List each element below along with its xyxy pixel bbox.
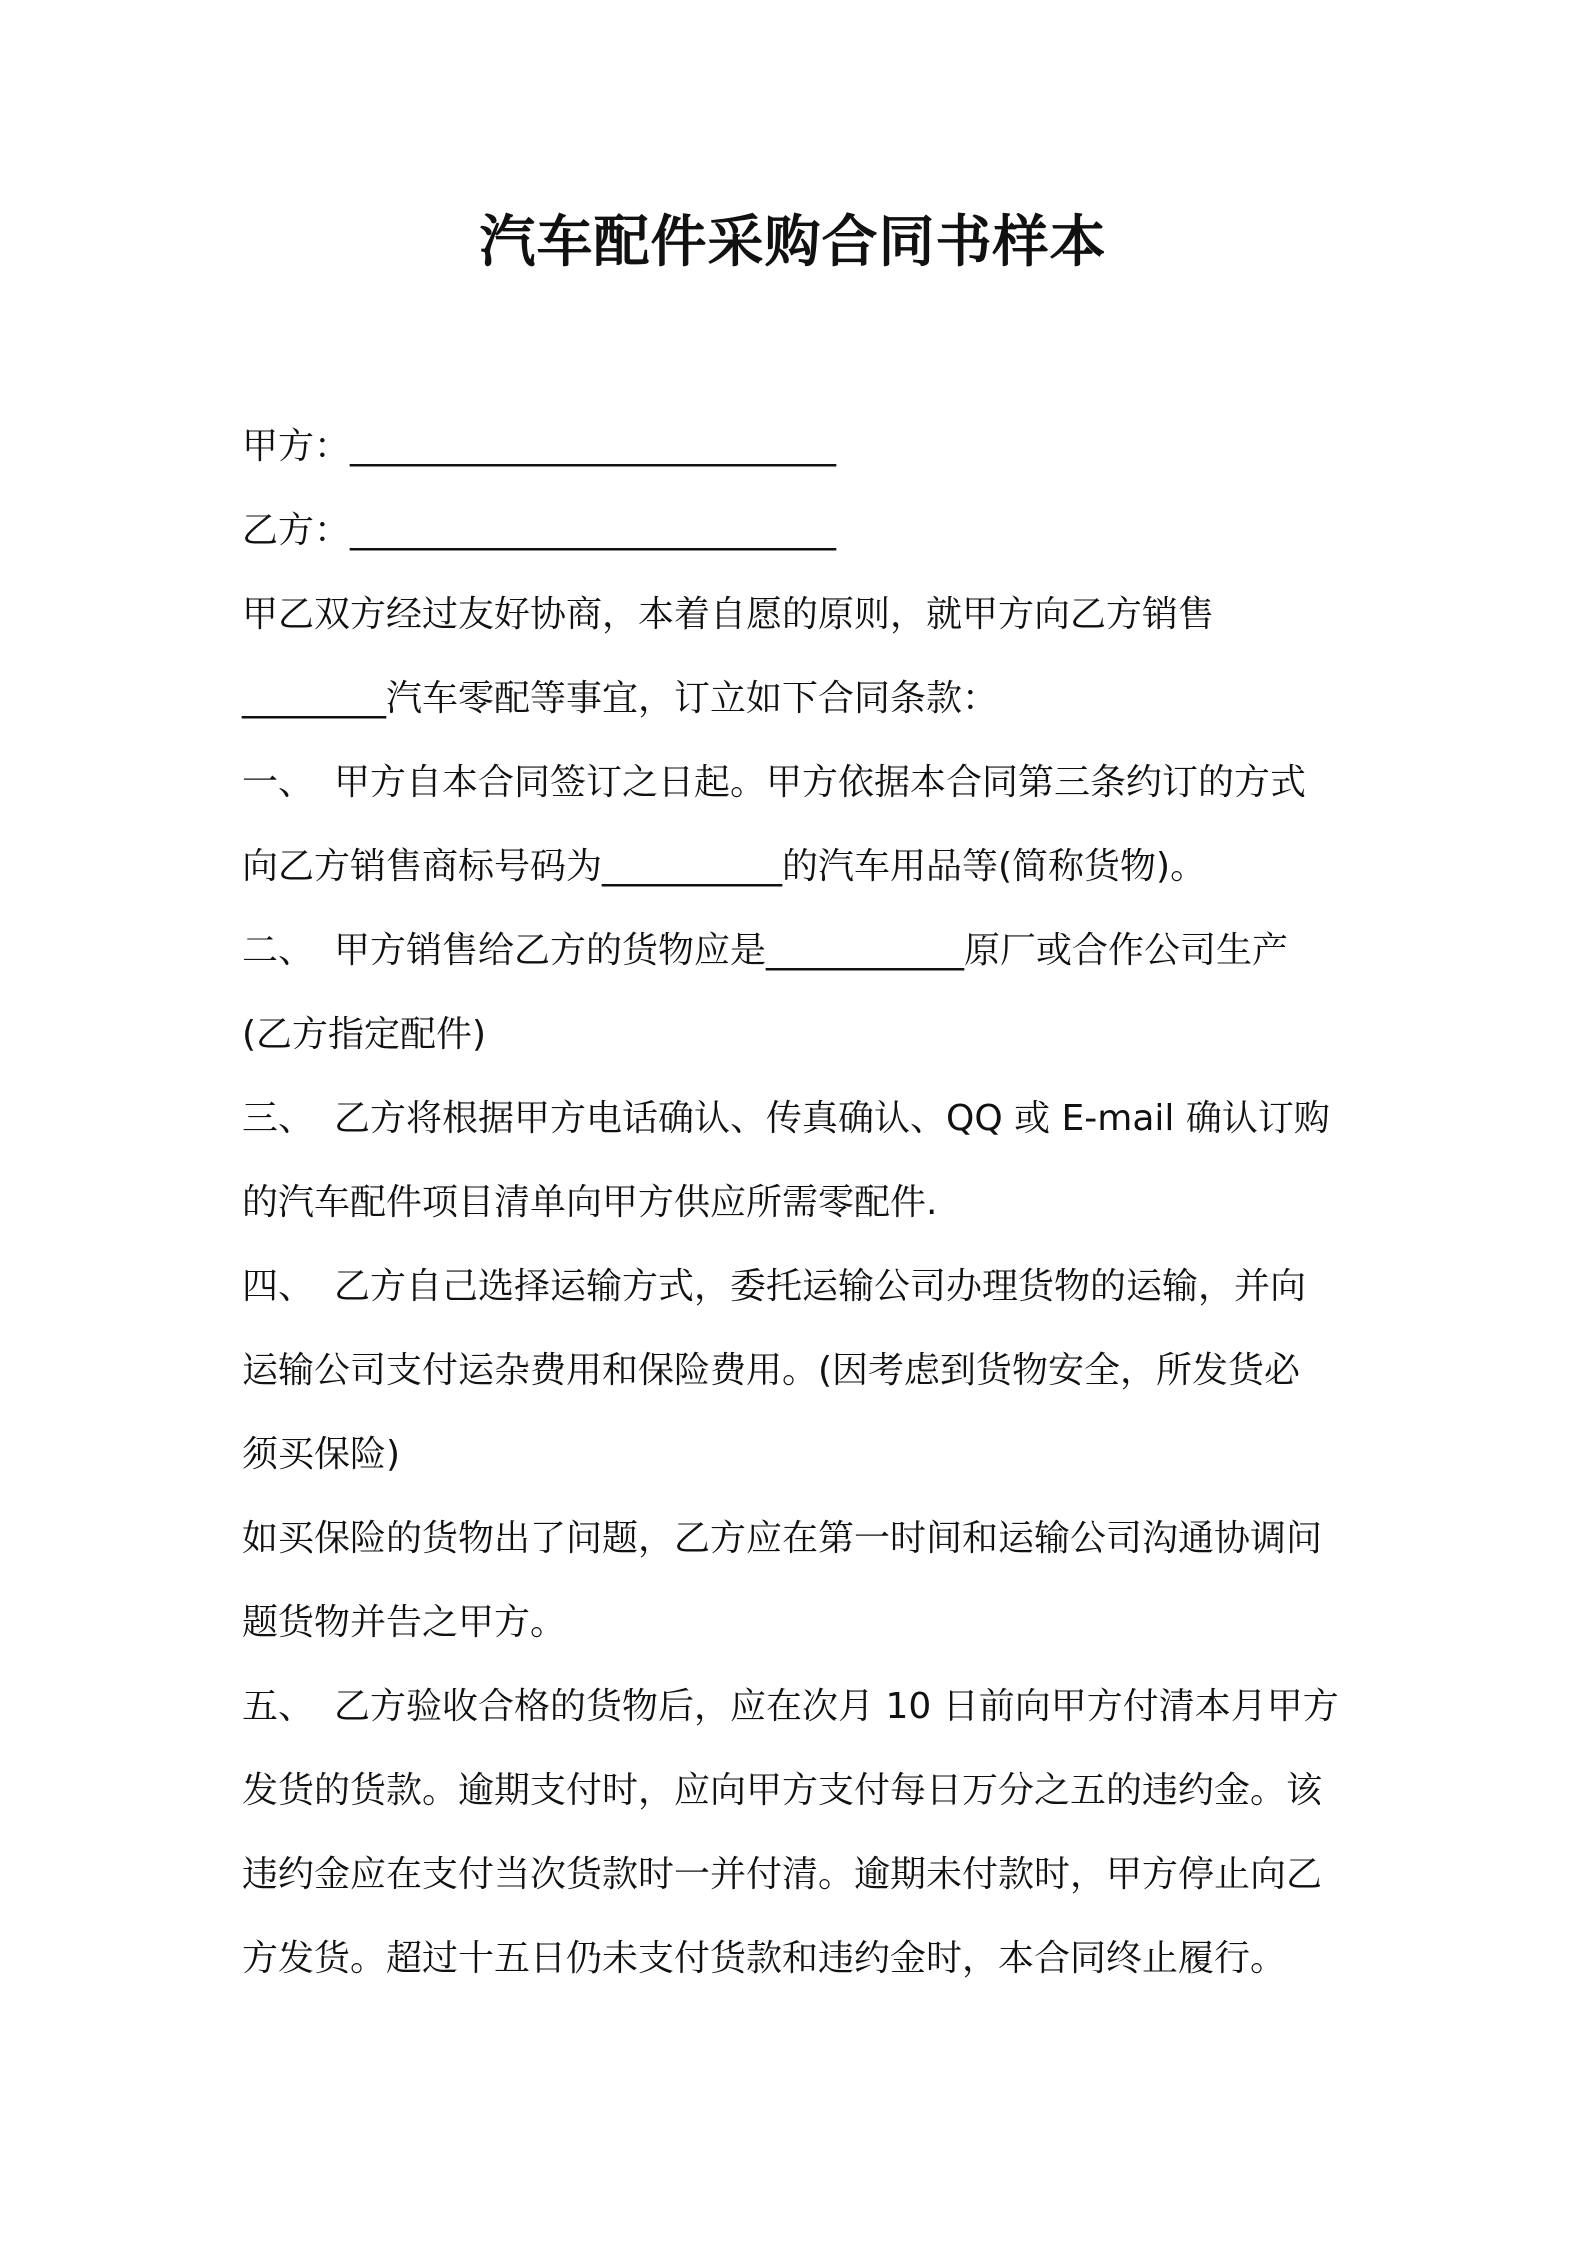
clause-1-line-1 bbox=[242, 741, 1362, 825]
clause-3-line-2: 的汽车配件项目清单向甲方供应所需零配件. bbox=[242, 1182, 938, 1223]
clause-1-number: 一、 bbox=[242, 762, 315, 803]
clause-4-line-1 bbox=[242, 1245, 1362, 1329]
clause-5-line-4: 方发货。超过十五日仍未支付货款和违约金时，本合同终止履行。 bbox=[242, 1938, 1287, 1979]
document-body bbox=[242, 405, 1362, 2001]
clause-4-number: 四、 bbox=[242, 1266, 315, 1307]
clause-5-text: 乙方验收合格的货物后，应在次月 10 日前向甲方付清本月甲方 bbox=[334, 1686, 1339, 1727]
clause-4-line-2: 运输公司支付运杂费用和保险费用。(因考虑到货物安全，所发货必 bbox=[242, 1350, 1301, 1391]
clause-3-text: 乙方将根据甲方电话确认、传真确认、QQ 或 E-mail 确认订购 bbox=[334, 1098, 1330, 1139]
clause-5-number: 五、 bbox=[242, 1686, 315, 1727]
party-b-line: 乙方：___________________________ bbox=[242, 510, 837, 551]
clause-3-number: 三、 bbox=[242, 1098, 315, 1139]
clause-5-line-3: 违约金应在支付当次货款时一并付清。逾期未付款时，甲方停止向乙 bbox=[242, 1854, 1323, 1895]
document-title: 汽车配件采购合同书样本 bbox=[479, 210, 1107, 275]
intro-line-2: ________汽车零配等事宜，订立如下合同条款： bbox=[242, 678, 999, 719]
clause-4-note-line-2: 题货物并告之甲方。 bbox=[242, 1602, 567, 1643]
clause-5-line-2: 发货的货款。逾期支付时，应向甲方支付每日万分之五的违约金。该 bbox=[242, 1770, 1323, 1811]
clause-2-text: 甲方销售给乙方的货物应是___________原厂或合作公司生产 bbox=[334, 930, 1289, 971]
clause-2-number: 二、 bbox=[242, 930, 315, 971]
clause-3-line-1 bbox=[242, 1077, 1362, 1161]
intro-line-1: 甲乙双方经过友好协商，本着自愿的原则，就甲方向乙方销售 bbox=[242, 594, 1215, 635]
clause-1-text: 甲方自本合同签订之日起。甲方依据本合同第三条约订的方式 bbox=[334, 762, 1307, 803]
clause-2-line-1 bbox=[242, 909, 1362, 993]
clause-4-line-3: 须买保险) bbox=[242, 1434, 401, 1475]
clause-4-text: 乙方自己选择运输方式，委托运输公司办理货物的运输，并向 bbox=[334, 1266, 1307, 1307]
clause-4-note-line-1: 如买保险的货物出了问题，乙方应在第一时间和运输公司沟通协调问 bbox=[242, 1518, 1323, 1559]
party-a-line: 甲方：___________________________ bbox=[242, 426, 837, 467]
clause-5-line-1 bbox=[242, 1665, 1362, 1749]
clause-1-line-2: 向乙方销售商标号码为__________的汽车用品等(简称货物)。 bbox=[242, 846, 1207, 887]
clause-2-line-2: (乙方指定配件) bbox=[242, 1014, 487, 1055]
